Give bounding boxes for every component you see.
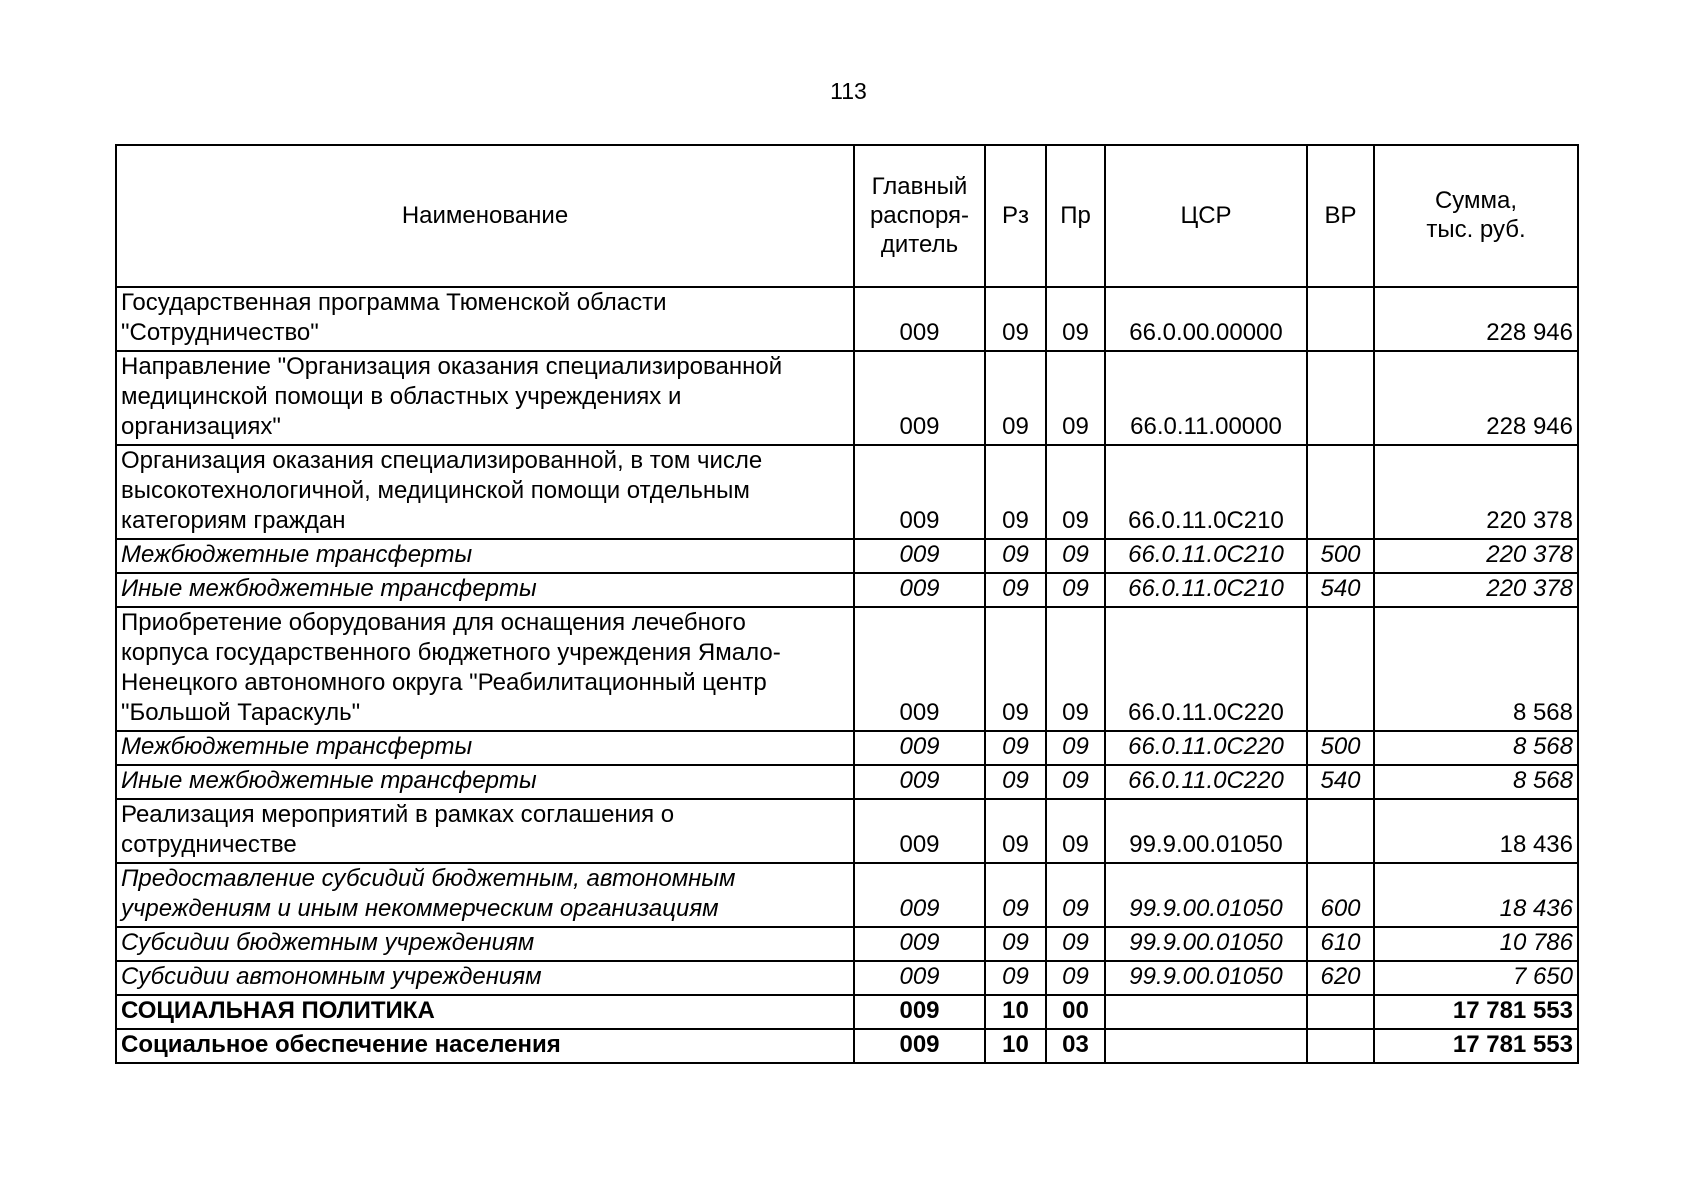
cell-pr: 09	[1046, 731, 1105, 765]
header-pr: Пр	[1046, 145, 1105, 287]
cell-pr: 09	[1046, 539, 1105, 573]
cell-vr: 500	[1307, 539, 1374, 573]
cell-name-line: Направление "Организация оказания специализированной	[121, 353, 783, 380]
cell-name-line: категориям граждан	[121, 507, 346, 534]
header-glav	[854, 145, 985, 287]
cell-rz: 09	[985, 607, 1046, 731]
cell-csr: 99.9.00.01050	[1105, 961, 1307, 995]
cell-name-line: Иные межбюджетные трансферты	[121, 767, 537, 794]
table-row	[116, 995, 1578, 1029]
cell-pr: 03	[1046, 1029, 1105, 1063]
cell-glav: 009	[854, 927, 985, 961]
header-sum-line: Сумма,	[1434, 187, 1518, 214]
cell-name-line: Субсидии автономным учреждениям	[121, 963, 542, 990]
cell-glav: 009	[854, 351, 985, 445]
header-sum	[1374, 145, 1578, 287]
cell-csr: 66.0.00.00000	[1105, 287, 1307, 351]
cell-rz: 09	[985, 863, 1046, 927]
header-row	[116, 145, 1578, 287]
cell-pr: 09	[1046, 927, 1105, 961]
header-csr: ЦСР	[1105, 145, 1307, 287]
cell-name	[116, 961, 854, 995]
cell-vr	[1307, 995, 1374, 1029]
cell-name-line: Государственная программа Тюменской области	[121, 289, 667, 316]
cell-vr: 600	[1307, 863, 1374, 927]
cell-rz: 09	[985, 573, 1046, 607]
cell-glav: 009	[854, 607, 985, 731]
table-row	[116, 799, 1578, 863]
cell-rz: 09	[985, 539, 1046, 573]
cell-name-line: Предоставление субсидий бюджетным, автономным	[121, 865, 736, 892]
table-row	[116, 1029, 1578, 1063]
table-row	[116, 445, 1578, 539]
cell-name-line: Межбюджетные трансферты	[121, 733, 473, 760]
cell-name-line: "Сотрудничество"	[121, 319, 319, 346]
cell-name	[116, 607, 854, 731]
cell-csr	[1105, 1029, 1307, 1063]
cell-sum: 8 568	[1374, 607, 1578, 731]
header-sum-line: тыс. руб.	[1426, 216, 1526, 243]
cell-name-line: Ненецкого автономного округа "Реабилитационный центр	[121, 669, 767, 696]
cell-csr: 66.0.11.00000	[1105, 351, 1307, 445]
cell-vr	[1307, 607, 1374, 731]
cell-rz: 10	[985, 995, 1046, 1029]
cell-name-line: Социальное обеспечение населения	[121, 1031, 561, 1058]
cell-csr: 99.9.00.01050	[1105, 863, 1307, 927]
cell-csr: 66.0.11.0С210	[1105, 539, 1307, 573]
cell-pr: 09	[1046, 961, 1105, 995]
cell-rz: 10	[985, 1029, 1046, 1063]
cell-pr: 09	[1046, 351, 1105, 445]
cell-glav: 009	[854, 445, 985, 539]
table-row	[116, 287, 1578, 351]
cell-glav: 009	[854, 539, 985, 573]
table-row	[116, 607, 1578, 731]
cell-sum: 220 378	[1374, 539, 1578, 573]
cell-vr: 610	[1307, 927, 1374, 961]
cell-csr: 66.0.11.0С210	[1105, 573, 1307, 607]
cell-csr: 66.0.11.0С220	[1105, 765, 1307, 799]
cell-glav: 009	[854, 995, 985, 1029]
cell-name-line: медицинской помощи в областных учреждениях и	[121, 383, 682, 410]
cell-name	[116, 995, 854, 1029]
cell-sum: 220 378	[1374, 573, 1578, 607]
budget-table	[115, 144, 1579, 1064]
table-row	[116, 731, 1578, 765]
cell-sum: 228 946	[1374, 287, 1578, 351]
cell-rz: 09	[985, 287, 1046, 351]
cell-name	[116, 1029, 854, 1063]
cell-sum: 8 568	[1374, 765, 1578, 799]
cell-pr: 09	[1046, 765, 1105, 799]
header-glav-line: Главный	[871, 172, 968, 200]
table-row	[116, 351, 1578, 445]
cell-csr: 66.0.11.0С220	[1105, 607, 1307, 731]
header-glav-line: дитель	[880, 230, 959, 258]
cell-vr	[1307, 287, 1374, 351]
header-rz: Рз	[985, 145, 1046, 287]
cell-sum: 228 946	[1374, 351, 1578, 445]
cell-rz: 09	[985, 765, 1046, 799]
cell-glav: 009	[854, 731, 985, 765]
cell-pr: 09	[1046, 799, 1105, 863]
cell-csr: 66.0.11.0С220	[1105, 731, 1307, 765]
cell-vr	[1307, 1029, 1374, 1063]
table-body	[116, 287, 1578, 1063]
cell-rz: 09	[985, 927, 1046, 961]
cell-vr: 500	[1307, 731, 1374, 765]
cell-sum: 17 781 553	[1374, 995, 1578, 1029]
cell-csr: 66.0.11.0С210	[1105, 445, 1307, 539]
cell-rz: 09	[985, 445, 1046, 539]
cell-name-line: Субсидии бюджетным учреждениям	[121, 929, 535, 956]
cell-name	[116, 765, 854, 799]
cell-csr: 99.9.00.01050	[1105, 799, 1307, 863]
cell-name	[116, 287, 854, 351]
table-row	[116, 573, 1578, 607]
cell-name-line: корпуса государственного бюджетного учреждения Ямало-	[121, 639, 781, 666]
cell-name-line: Организация оказания специализированной, в том числе	[121, 447, 763, 474]
cell-name-line: высокотехнологичной, медицинской помощи отдельным	[121, 477, 750, 504]
cell-pr: 00	[1046, 995, 1105, 1029]
cell-pr: 09	[1046, 863, 1105, 927]
cell-sum: 18 436	[1374, 863, 1578, 927]
cell-name-line: сотрудничестве	[121, 831, 297, 858]
header-vr: ВР	[1307, 145, 1374, 287]
table-row	[116, 863, 1578, 927]
table-row	[116, 961, 1578, 995]
cell-name	[116, 731, 854, 765]
cell-name	[116, 863, 854, 927]
cell-vr	[1307, 445, 1374, 539]
cell-name-line: Межбюджетные трансферты	[121, 541, 473, 568]
page-number: 113	[830, 78, 867, 104]
cell-glav: 009	[854, 1029, 985, 1063]
cell-name	[116, 351, 854, 445]
cell-rz: 09	[985, 961, 1046, 995]
cell-name-line: Иные межбюджетные трансферты	[121, 575, 537, 602]
cell-name-line: "Большой Тараскуль"	[121, 699, 361, 726]
cell-glav: 009	[854, 287, 985, 351]
cell-name	[116, 927, 854, 961]
cell-rz: 09	[985, 351, 1046, 445]
cell-glav: 009	[854, 863, 985, 927]
cell-vr: 540	[1307, 765, 1374, 799]
cell-vr: 540	[1307, 573, 1374, 607]
cell-name-line: СОЦИАЛЬНАЯ ПОЛИТИКА	[121, 997, 435, 1024]
cell-vr	[1307, 351, 1374, 445]
cell-sum: 18 436	[1374, 799, 1578, 863]
cell-sum: 17 781 553	[1374, 1029, 1578, 1063]
cell-pr: 09	[1046, 607, 1105, 731]
cell-glav: 009	[854, 573, 985, 607]
header-name: Наименование	[116, 145, 854, 287]
cell-sum: 10 786	[1374, 927, 1578, 961]
cell-rz: 09	[985, 731, 1046, 765]
table-row	[116, 927, 1578, 961]
cell-vr: 620	[1307, 961, 1374, 995]
cell-name-line: Приобретение оборудования для оснащения лечебного	[121, 609, 746, 636]
cell-name-line: организациях"	[121, 413, 281, 440]
cell-glav: 009	[854, 799, 985, 863]
cell-rz: 09	[985, 799, 1046, 863]
header-glav-line: распоря-	[869, 201, 970, 229]
cell-csr: 99.9.00.01050	[1105, 927, 1307, 961]
cell-name	[116, 445, 854, 539]
cell-name-line: Реализация мероприятий в рамках соглашения о	[121, 801, 675, 828]
cell-csr	[1105, 995, 1307, 1029]
cell-sum: 8 568	[1374, 731, 1578, 765]
cell-glav: 009	[854, 961, 985, 995]
cell-name	[116, 799, 854, 863]
cell-name	[116, 539, 854, 573]
table-row	[116, 765, 1578, 799]
cell-name	[116, 573, 854, 607]
cell-sum: 220 378	[1374, 445, 1578, 539]
cell-glav: 009	[854, 765, 985, 799]
cell-vr	[1307, 799, 1374, 863]
cell-name-line: учреждениям и иным некоммерческим организациям	[121, 895, 719, 922]
cell-pr: 09	[1046, 573, 1105, 607]
cell-pr: 09	[1046, 287, 1105, 351]
table-row	[116, 539, 1578, 573]
cell-pr: 09	[1046, 445, 1105, 539]
cell-sum: 7 650	[1374, 961, 1578, 995]
